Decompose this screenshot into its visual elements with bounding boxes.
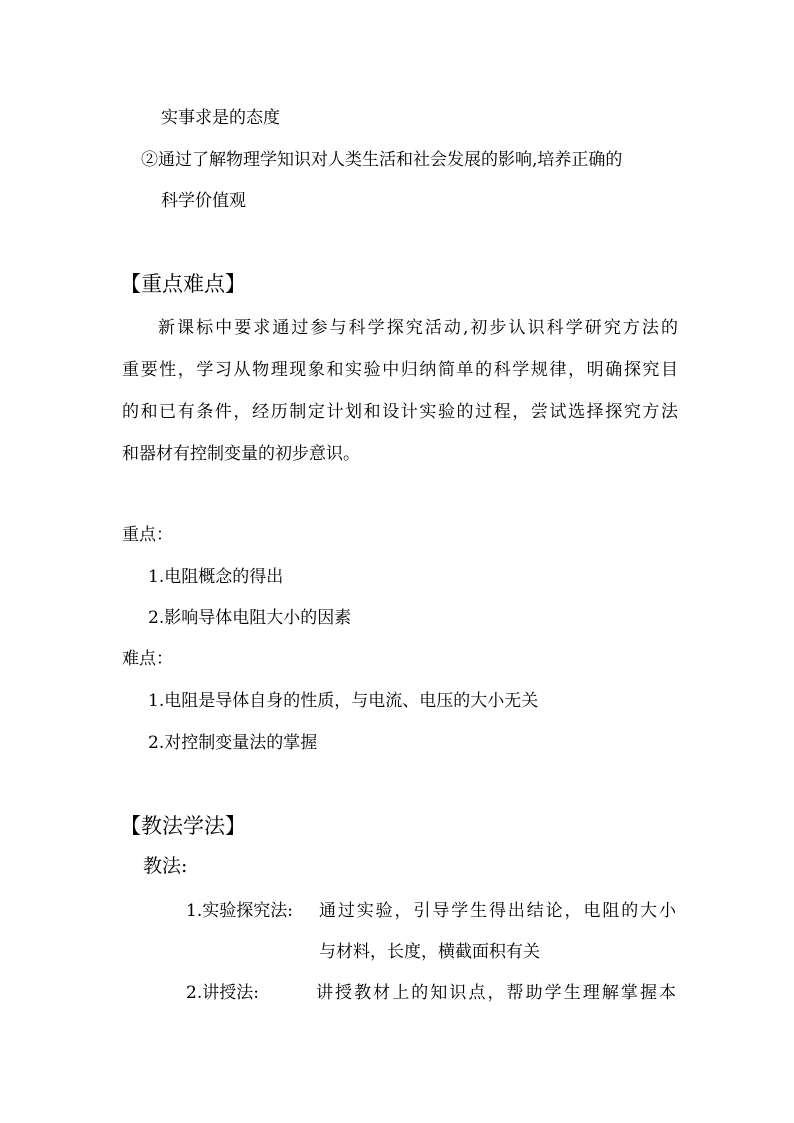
teaching-method-label: 教法: (143, 855, 188, 877)
key-item: 2.影响导体电阻大小的因素 (148, 608, 352, 628)
method-item-description-continuation: 与材料，长度，横截面积有关 (319, 942, 540, 962)
method-item-description: 通过实验，引导学生得出结论，电阻的大小 (319, 901, 676, 921)
methods-heading: 【教法学法】 (120, 814, 246, 838)
key-points-heading: 【重点难点】 (120, 272, 246, 296)
objective-line-2-continuation: 科学价值观 (161, 191, 246, 211)
key-points-paragraph (122, 317, 678, 485)
paragraph-line: 重要性，学习从物理现象和实验中归纳简单的科学规律，明确探究目 (122, 360, 678, 380)
paragraph-line: 的和已有条件，经历制定计划和设计实验的过程，尝试选择探究方法 (122, 402, 678, 422)
method-item-description: 讲授教材上的知识点，帮助学生理解掌握本 (316, 983, 676, 1003)
objective-line-1-continuation: 实事求是的态度 (161, 108, 280, 128)
objective-line-2: ②通过了解物理学知识对人类生活和社会发展的影响,培养正确的 (141, 150, 623, 170)
difficulty-item: 1.电阻是导体自身的性质，与电流、电压的大小无关 (148, 691, 539, 711)
key-label: 重点： (122, 525, 173, 545)
difficulty-item: 2.对控制变量法的掌握 (148, 733, 318, 753)
key-item: 1.电阻概念的得出 (148, 567, 284, 587)
method-item-label: 2.讲授法: (186, 983, 259, 1003)
difficulty-label: 难点： (122, 649, 173, 669)
method-item-label: 1.实验探究法: (186, 901, 293, 921)
paragraph-line: 新课标中要求通过参与科学探究活动,初步认识科学研究方法的 (158, 318, 678, 338)
paragraph-line: 和器材有控制变量的初步意识。 (122, 444, 360, 464)
